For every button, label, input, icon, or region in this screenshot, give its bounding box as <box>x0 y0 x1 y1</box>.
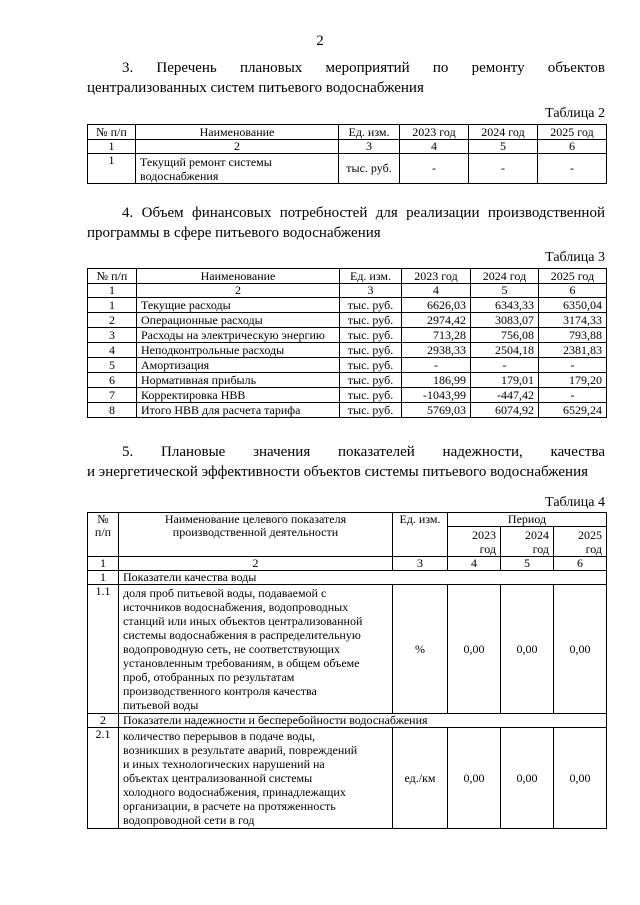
table3-cell-no: 2 <box>88 313 137 328</box>
table4-cell-unit: ед./км <box>393 728 448 829</box>
table2-header-name: Наименование <box>136 125 339 140</box>
table3-cell-2024: 179,01 <box>471 373 539 388</box>
table2-cell-name-line: водоснабжения <box>140 168 219 183</box>
table4-group-no: 2 <box>88 714 119 728</box>
table2-colnum: 1 <box>88 140 136 154</box>
table4-cell-2024: 0,00 <box>501 728 554 829</box>
table3-cell-2023: 2974,42 <box>402 313 471 328</box>
table3-cell-unit: тыс. руб. <box>340 358 402 373</box>
table2 <box>87 124 607 184</box>
table3-cell-2024: 2504,18 <box>471 343 539 358</box>
table2-cell-2025: - <box>538 154 607 184</box>
table2-header-2023: 2023 год <box>400 125 469 140</box>
table3-row <box>88 343 607 358</box>
table4-header-year: 2025 <box>578 527 603 542</box>
table4-group-title: Показатели качества воды <box>119 571 607 585</box>
table3-cell-no: 4 <box>88 343 137 358</box>
table4-colnum: 2 <box>119 557 393 571</box>
table3-colnum: 5 <box>471 284 539 298</box>
table3 <box>87 268 607 418</box>
table3-cell-name: Расходы на электрическую энергию <box>137 328 340 343</box>
table3-row <box>88 328 607 343</box>
table3-cell-name: Неподконтрольные расходы <box>137 343 340 358</box>
table3-cell-2023: 713,28 <box>402 328 471 343</box>
table3-colnum: 2 <box>137 284 340 298</box>
table4-header-name-line: производственной деятельности <box>172 525 339 539</box>
table4-caption: Таблица 4 <box>545 495 605 510</box>
table3-row <box>88 313 607 328</box>
table3-cell-unit: тыс. руб. <box>340 373 402 388</box>
section4-heading-line1: 4. Объем финансовых потребностей для реализации производственной <box>122 205 605 221</box>
table4-colnum: 3 <box>393 557 448 571</box>
table3-cell-no: 6 <box>88 373 137 388</box>
table4-group-title: Показатели надежности и бесперебойности водоснабжения <box>119 714 607 728</box>
table3-cell-no: 5 <box>88 358 137 373</box>
table3-cell-2025: 793,88 <box>539 328 607 343</box>
table4-cell-name-line: возникших в результате аварий, повреждений <box>123 743 358 757</box>
table4-colnum: 5 <box>501 557 554 571</box>
table4-cell-name-line: станций или иных объектов централизованной <box>123 614 363 628</box>
table4-group-no: 1 <box>88 571 119 585</box>
table2-cell-2024: - <box>469 154 538 184</box>
table4-header-2023 <box>448 527 501 557</box>
table3-cell-name: Нормативная прибыль <box>137 373 340 388</box>
table3-cell-unit: тыс. руб. <box>340 298 402 313</box>
table2-colnum: 2 <box>136 140 339 154</box>
table2-header-2024: 2024 год <box>469 125 538 140</box>
table3-cell-no: 8 <box>88 403 137 418</box>
table2-colnum: 5 <box>469 140 538 154</box>
table3-cell-name: Итого НВВ для расчета тарифа <box>137 403 340 418</box>
table4-cell-name-line: проб, отобранных по результатам <box>123 670 295 684</box>
table4-cell-name-line: водопроводной сети в год <box>123 813 255 827</box>
table3-cell-2024: -447,42 <box>471 388 539 403</box>
table3-cell-2025: 6350,04 <box>539 298 607 313</box>
table3-header-2023: 2023 год <box>402 269 471 284</box>
table4-colnum: 6 <box>554 557 607 571</box>
table4-cell-no: 1.1 <box>88 585 119 714</box>
table4-header-period: Период <box>448 513 607 527</box>
table4-cell-2025: 0,00 <box>554 585 607 714</box>
table4-cell-name-line: водопроводную сеть, не соответствующих <box>123 642 340 656</box>
table4-header-name <box>119 513 393 557</box>
table3-caption: Таблица 3 <box>545 250 605 265</box>
table3-cell-no: 1 <box>88 298 137 313</box>
table3-cell-unit: тыс. руб. <box>340 313 402 328</box>
table3-cell-unit: тыс. руб. <box>340 343 402 358</box>
page-number: 2 <box>316 33 324 49</box>
table3-colnum: 3 <box>340 284 402 298</box>
table2-colnum: 4 <box>400 140 469 154</box>
table3-row <box>88 298 607 313</box>
table4-header-2024 <box>501 527 554 557</box>
table3-cell-unit: тыс. руб. <box>340 328 402 343</box>
table3-cell-2023: 6626,03 <box>402 298 471 313</box>
table4-header-year: 2023 <box>472 527 496 542</box>
table4-cell-name-line: доля проб питьевой воды, подаваемой с <box>123 586 327 600</box>
table4-header-no <box>88 513 119 557</box>
table4-cell-2023: 0,00 <box>448 585 501 714</box>
table2-cell-2023: - <box>400 154 469 184</box>
table3-cell-2024: 6074,92 <box>471 403 539 418</box>
table3-cell-2023: 186,99 <box>402 373 471 388</box>
table2-header-2025: 2025 год <box>538 125 607 140</box>
table3-cell-name: Корректировка НВВ <box>137 388 340 403</box>
table4-cell-name-line: и иных технологических нарушений на <box>123 757 325 771</box>
table3-row <box>88 403 607 418</box>
section5-heading-line1: 5. Плановые значения показателей надежности, качества <box>122 444 605 460</box>
table4-cell-name-line: производственного контроля качества <box>123 684 317 698</box>
table3-cell-name: Амортизация <box>137 358 340 373</box>
table3-header-name: Наименование <box>137 269 340 284</box>
table3-cell-2025: 6529,24 <box>539 403 607 418</box>
table2-row <box>88 154 607 184</box>
table3-cell-2025: - <box>539 358 607 373</box>
table4-group-row <box>88 571 607 585</box>
table3-row <box>88 388 607 403</box>
table3-header-2024: 2024 год <box>471 269 539 284</box>
table3-cell-unit: тыс. руб. <box>340 388 402 403</box>
table3-cell-2025: 3174,33 <box>539 313 607 328</box>
table4-cell-name-line: организации, в расчете на протяженность <box>123 799 336 813</box>
table4-cell-name-line: системы водоснабжения в распределительную <box>123 628 361 642</box>
table2-header-unit: Ед. изм. <box>339 125 400 140</box>
table3-cell-2025: 2381,83 <box>539 343 607 358</box>
table3-cell-2023: - <box>402 358 471 373</box>
table4-header-name-line: Наименование целевого показателя <box>164 512 347 526</box>
table3-cell-2024: - <box>471 358 539 373</box>
table3-cell-2024: 756,08 <box>471 328 539 343</box>
section5-heading-line2: и энергетической эффективности объектов системы питьевого водоснабжения <box>87 464 589 480</box>
table2-cell-unit: тыс. руб. <box>339 154 400 184</box>
table4-cell-name <box>119 728 393 829</box>
table3-cell-2025: - <box>539 388 607 403</box>
table2-header-no: № п/п <box>88 125 136 140</box>
table4-header-year-word: год <box>532 541 549 556</box>
table4-row <box>88 728 607 829</box>
table3-colnum: 4 <box>402 284 471 298</box>
table4-cell-2024: 0,00 <box>501 585 554 714</box>
section3-heading-line1: 3. Перечень плановых мероприятий по ремонту объектов <box>122 60 605 76</box>
table3-row <box>88 373 607 388</box>
table3-cell-no: 3 <box>88 328 137 343</box>
table2-colnum: 6 <box>538 140 607 154</box>
table4-cell-name-line: количество перерывов в подаче воды, <box>123 729 316 743</box>
table4-header-year: 2024 <box>525 527 549 542</box>
table4-cell-name-line: холодного водоснабжения, принадлежащих <box>123 785 346 799</box>
table3-cell-2023: -1043,99 <box>402 388 471 403</box>
table3-cell-2024: 6343,33 <box>471 298 539 313</box>
table3-colnum: 1 <box>88 284 137 298</box>
table4-cell-name-line: объектах централизованной системы <box>123 771 313 785</box>
table3-cell-2025: 179,20 <box>539 373 607 388</box>
table4 <box>87 512 607 829</box>
table3-cell-2024: 3083,07 <box>471 313 539 328</box>
table4-group-row <box>88 714 607 728</box>
table4-cell-name <box>119 585 393 714</box>
table4-cell-name-line: установленным требованиям, в общем объеме <box>123 656 360 670</box>
table2-colnum: 3 <box>339 140 400 154</box>
table4-header-2025 <box>554 527 607 557</box>
table4-colnum: 4 <box>448 557 501 571</box>
table4-header-year-word: год <box>479 541 496 556</box>
table4-header-year-word: год <box>585 541 603 556</box>
table3-header-2025: 2025 год <box>539 269 607 284</box>
table3-cell-unit: тыс. руб. <box>340 403 402 418</box>
table4-cell-name-line: источников водоснабжения, водопроводных <box>123 600 349 614</box>
table4-cell-2023: 0,00 <box>448 728 501 829</box>
table4-header-no-line: № <box>97 512 109 526</box>
table3-cell-name: Операционные расходы <box>137 313 340 328</box>
table3-cell-name: Текущие расходы <box>137 298 340 313</box>
table3-cell-2023: 5769,03 <box>402 403 471 418</box>
table3-row <box>88 358 607 373</box>
table4-cell-unit: % <box>393 585 448 714</box>
table3-colnum: 6 <box>539 284 607 298</box>
table4-header-unit: Ед. изм. <box>393 513 448 557</box>
table4-cell-name-line: питьевой воды <box>123 698 199 712</box>
table4-row <box>88 585 607 714</box>
table2-caption: Таблица 2 <box>545 106 605 121</box>
table4-cell-2025: 0,00 <box>554 728 607 829</box>
table4-header-no-line: п/п <box>94 525 112 539</box>
table2-cell-name-line: Текущий ремонт системы <box>140 154 272 169</box>
table3-cell-2023: 2938,33 <box>402 343 471 358</box>
table3-header-unit: Ед. изм. <box>340 269 402 284</box>
section3-heading-line2: централизованных систем питьевого водоснабжения <box>87 80 424 96</box>
table2-cell-name <box>136 154 339 184</box>
table2-cell-no: 1 <box>88 154 136 184</box>
section4-heading-line2: программы в сфере питьевого водоснабжения <box>87 225 381 241</box>
table3-header-no: № п/п <box>88 269 137 284</box>
table4-cell-no: 2.1 <box>88 728 119 829</box>
table3-cell-no: 7 <box>88 388 137 403</box>
table4-colnum: 1 <box>88 557 119 571</box>
